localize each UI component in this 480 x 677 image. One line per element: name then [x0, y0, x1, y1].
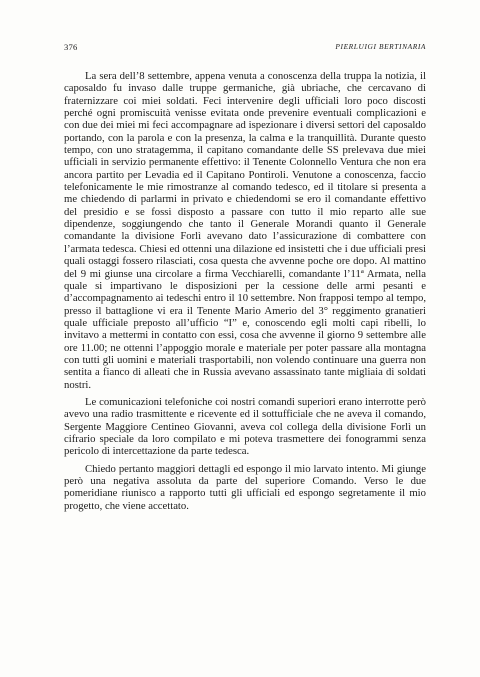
paragraph: Chiedo pertanto maggiori dettagli ed espongo il mio larvato intento. Mi giunge però una negativa assoluta da parte del superiore Comando. Verso le due pomeridiane riunisco a rapporto tutti gli ufficiali ed espongo segretamente il mio progetto, che viene accettato. [64, 462, 426, 512]
body-text [64, 70, 426, 512]
page-number: 376 [64, 42, 78, 52]
paragraph: La sera dell’8 settembre, appena venuta a conoscenza della truppa la notizia, il caposaldo fu invaso dalle truppe germaniche, già ubriache, che cercavano di fraternizzare coi miei soldati. Feci intervenire degli ufficiali loro poco discosti perché ogni promiscuità venisse evitata onde prevenire eventuali complicazioni e con due dei miei mi feci accompagnare ad ispezionare i diversi settori del caposaldo portando, con la parola e con la presenza, la calma e la tranquillità. Durante questo tempo, con uno stratagemma, il capitano comandante delle SS prelevava due miei ufficiali in servizio permanente effettivo: il Tenente Colonnello Ventura che non era ancora partito per Levadia ed il Capitano Pontiroli. Venutone a conoscenza, faccio telefonicamente le mie rimostranze al comando tedesco, ed il titolare si presenta a me chiedendo di parlarmi in privato e chiedendomi se ero il comandante effettivo del presidio e se fossi disposto a passare con tutto il mio reparto alle sue dipendenze, soggiungendo che tanto il Generale Morandi quanto il Generale comandante la divisione Forlì avevano dato l’assicurazione di combattere con l’armata tedesca. Chiesi ed ottenni una dilazione ed insistetti che i due ufficiali presi quali ostaggi fossero rilasciati, cosa questa che avvenne poche ore dopo. Al mattino del 9 mi giunse una circolare a firma Vecchiarelli, comandante l’11ª Armata, nella quale si impartivano le disposizioni per la cessione delle armi pesanti e d’accompagnamento ai tedeschi entro il 10 settembre. Non frapposi tempo al tempo, presso il battaglione vi era il Tenente Mario Amerio del 3° reggimento granatieri quale ufficiale preposto all’ufficio “I” e, conoscendo egli molti capi ribelli, lo invitavo a mettermi in contatto con essi, cosa che avvenne il giorno 9 settembre alle ore 11.00; ne ottenni l’appoggio morale e materiale per poter passare alla montagna con tutti gli uomini e materiali trasportabili, non volendo continuare una guerra non sentita a fianco di alleati che in Russia avevano assassinato tante migliaia di soldati nostri. [64, 70, 426, 391]
paragraph: Le comunicazioni telefoniche coi nostri comandi superiori erano interrotte però avevo una radio trasmittente e ricevente ed il sottufficiale che ne aveva il comando, Sergente Maggiore Centineo Giovanni, aveva col collega della divisione Forlì un cifrario speciale da loro compilato e mi poteva trasmettere dei fonogrammi senza pericolo di intercettazione da parte tedesca. [64, 395, 426, 458]
running-header [64, 42, 426, 56]
running-head-author: PIERLUIGI BERTINARIA [335, 42, 426, 51]
